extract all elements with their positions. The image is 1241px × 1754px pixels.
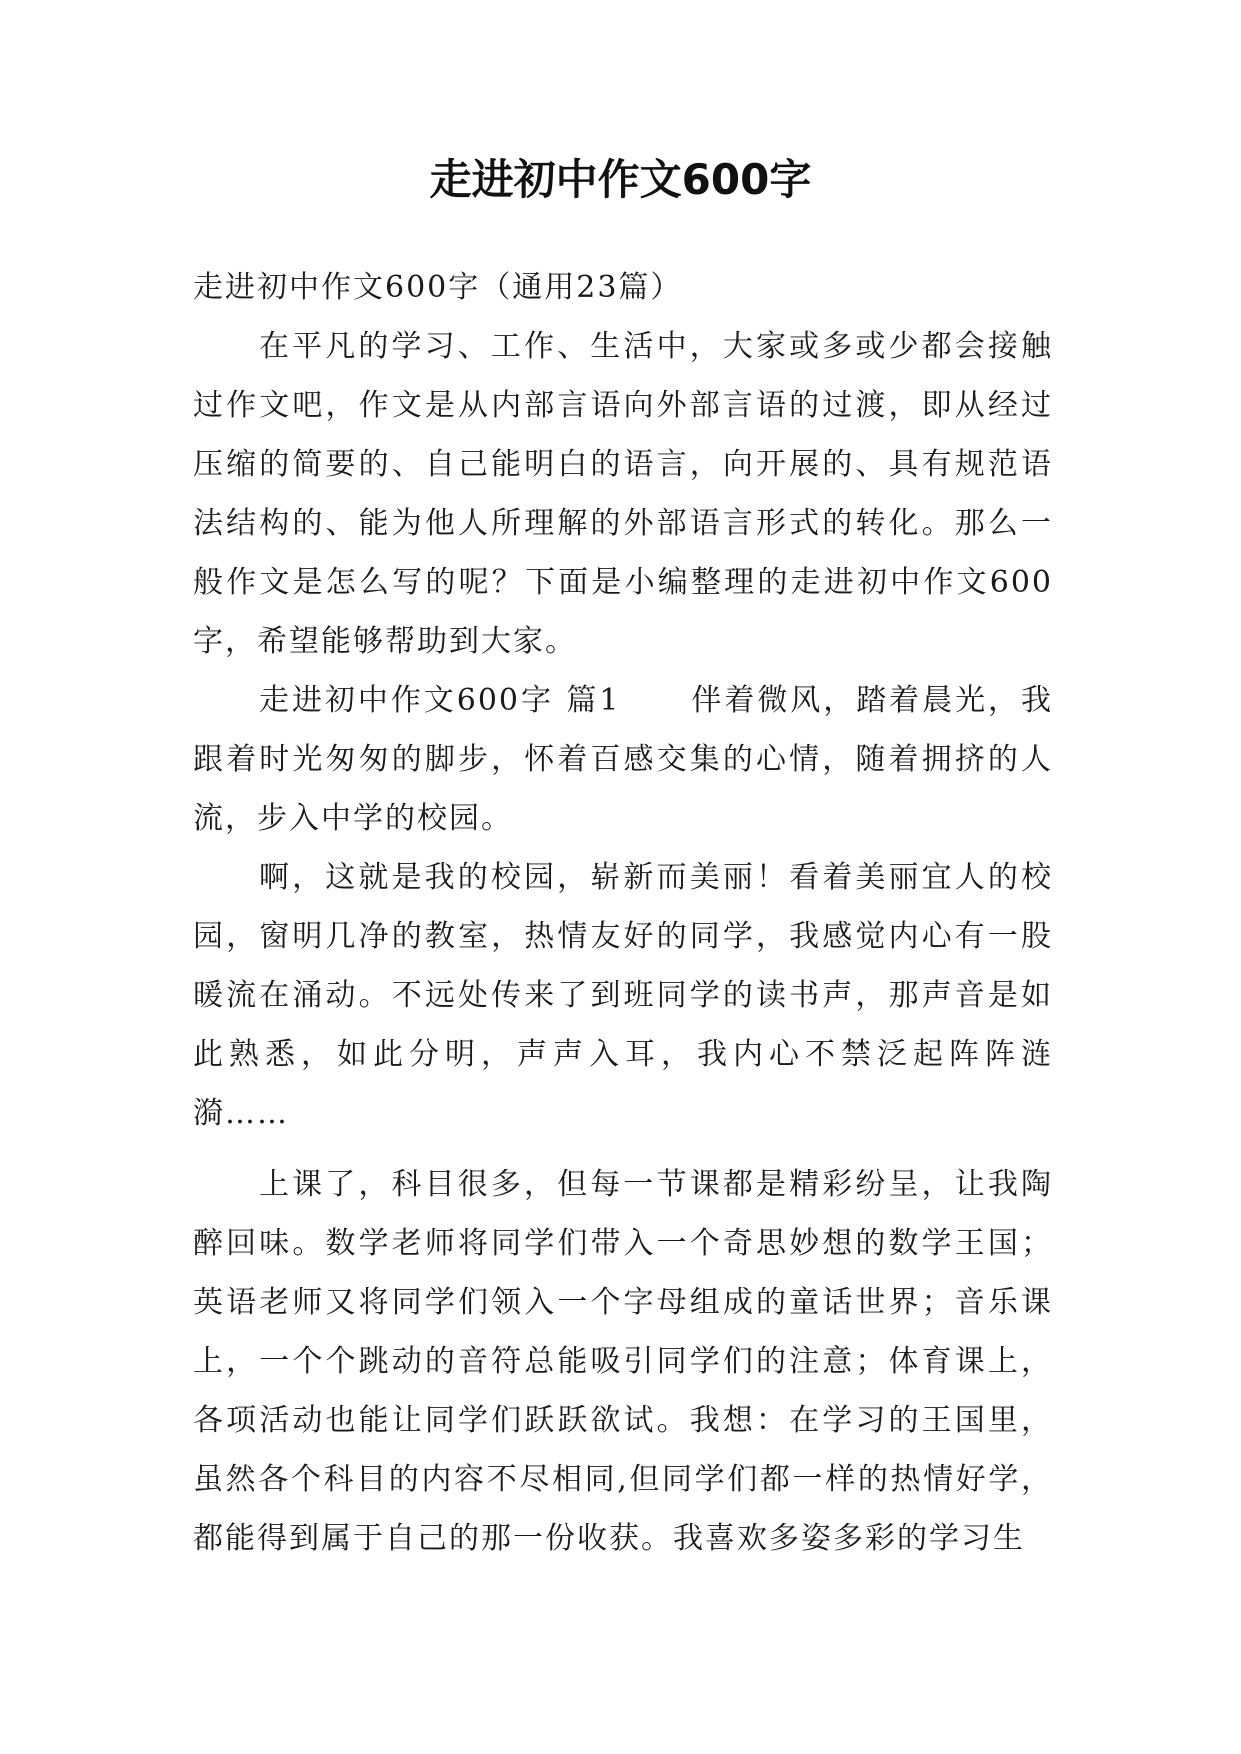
section-first-paragraph: 伴着微风，踏着晨光，我跟着时光匆匆的脚步，怀着百感交集的心情，随着拥挤的人流，步入中学的校园。 bbox=[193, 683, 1054, 836]
document-body bbox=[193, 258, 1053, 1568]
body-paragraph-2: 上课了，科目很多，但每一节课都是精彩纷呈，让我陶醉回味。数学老师将同学们带入一个奇思妙想的数学王国；英语老师又将同学们领入一个字母组成的童话世界；音乐课上，一个个跳动的音符总能吸引同学们的注意；体育课上，各项活动也能让同学们跃跃欲试。我想：在学习的王国里，虽然各个科目的内容不尽相同,但同学们都一样的热情好学，都能得到属于自己的那一份收获。我喜欢多姿多彩的学习生 bbox=[193, 1167, 1053, 1556]
body-paragraph-1: 啊，这就是我的校园，崭新而美丽！看着美丽宜人的校园，窗明几净的教室，热情友好的同学，我感觉内心有一股暖流在涌动。不远处传来了到班同学的读书声，那声音是如此熟悉，如此分明，声声入耳，我内心不禁泛起阵阵涟漪…… bbox=[193, 860, 1053, 1131]
intro-paragraph: 在平凡的学习、工作、生活中，大家或多或少都会接触过作文吧，作文是从内部言语向外部言语的过渡，即从经过压缩的简要的、自己能明白的语言，向开展的、具有规范语法结构的、能为他人所理解的外部语言形式的转化。那么一般作文是怎么写的呢？下面是小编整理的走进初中作文600字，希望能够帮助到大家。 bbox=[193, 329, 1053, 659]
section-heading: 走进初中作文600字 篇1 bbox=[259, 683, 621, 718]
document-subtitle: 走进初中作文600字（通用23篇） bbox=[193, 270, 683, 305]
document-title: 走进初中作文600字 bbox=[429, 155, 812, 204]
section-paragraph bbox=[193, 671, 1053, 848]
